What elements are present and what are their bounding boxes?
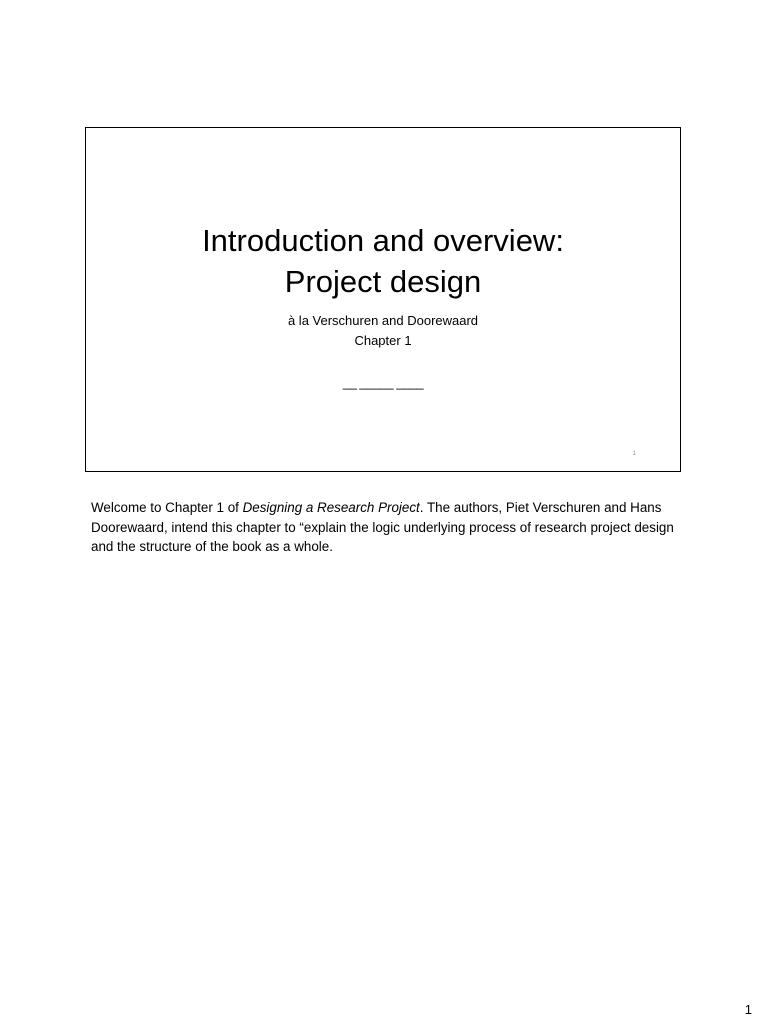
notes-text-after: . The authors, Piet Verschuren and Hans Doorewaard, intend this chapter to “explain the logic underlying process of research project design and the structure of the book as a whole.: [91, 500, 674, 554]
slide-thumbnail: [85, 127, 681, 472]
notes-book-title: Designing a Research Project: [242, 500, 420, 515]
slide-subtitle-chapter: Chapter 1: [354, 333, 412, 348]
page-number: 1: [744, 1002, 752, 1017]
slide-title: [86, 220, 680, 302]
slide-blank-line: __ _____ ____: [342, 375, 424, 390]
slide-title-line-2: Project design: [284, 264, 482, 299]
speaker-notes: [91, 498, 681, 557]
slide-subtitle: [86, 311, 680, 351]
slide-number: 1: [632, 451, 636, 457]
slide-title-line-1: Introduction and overview:: [202, 223, 564, 258]
slide-subtitle-authors: à la Verschuren and Doorewaard: [287, 313, 479, 328]
notes-text-before: Welcome to Chapter 1 of: [91, 500, 243, 515]
